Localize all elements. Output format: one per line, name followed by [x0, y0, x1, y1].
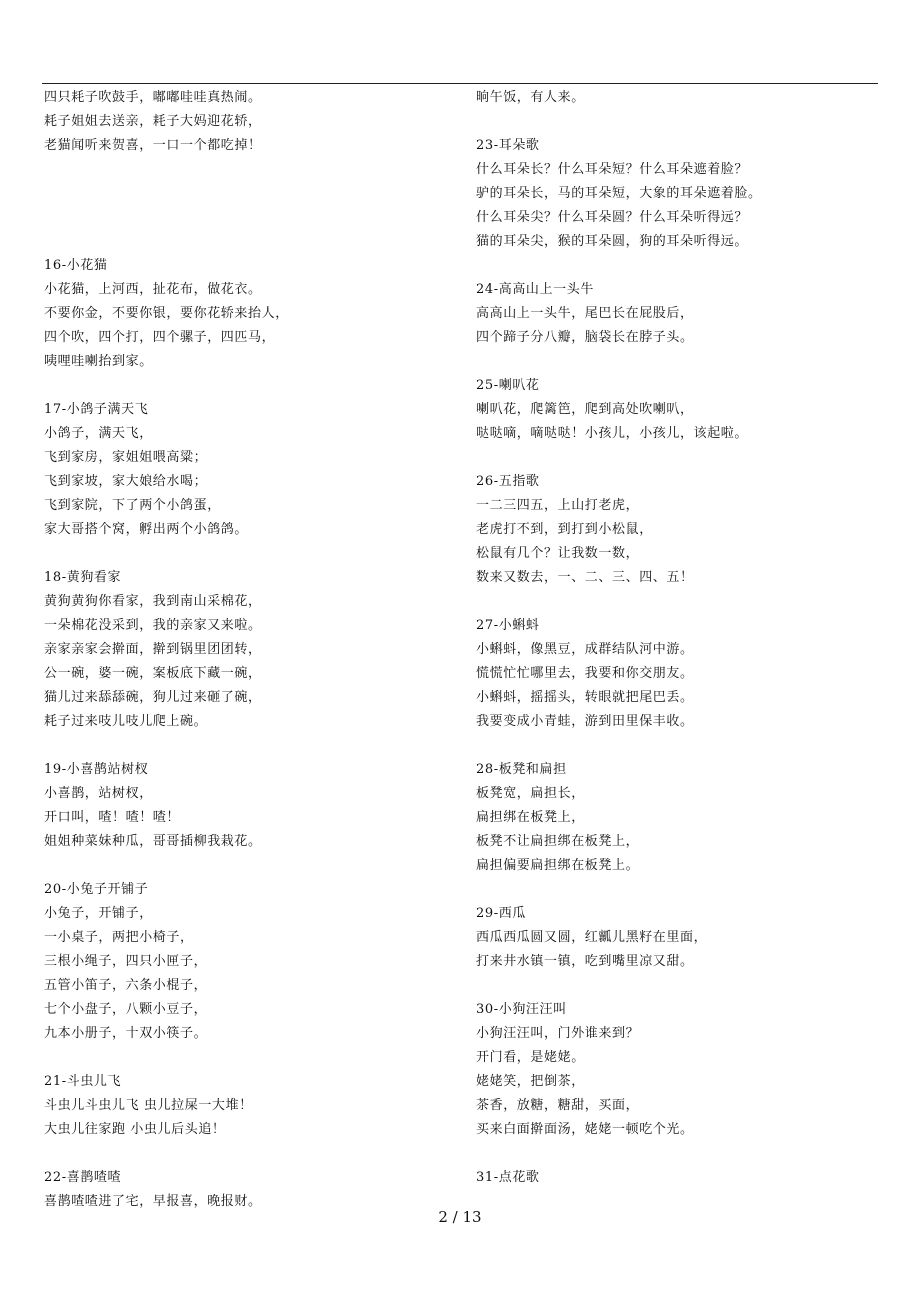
poem-title: 24-高高山上一头牛	[476, 282, 594, 297]
text-line: 姥姥笑，把倒茶，	[476, 1074, 585, 1089]
text-line: 买来白面擀面汤，姥姥一顿吃个光。	[476, 1122, 694, 1137]
text-line: 哒哒嘀，嘀哒哒！小孩儿，小孩儿，该起啦。	[476, 426, 749, 441]
left-column	[44, 86, 464, 1214]
text-line: 板凳宽，扁担长，	[476, 786, 585, 801]
poem-title: 28-板凳和扁担	[476, 762, 567, 777]
text-line: 小花猫，上河西，扯花布，做花衣。	[44, 282, 262, 297]
poem-title: 21-斗虫儿飞	[44, 1074, 122, 1089]
text-line: 七个小盘子，八颗小豆子，	[44, 1002, 208, 1017]
poem-title: 19-小喜鹊站树杈	[44, 762, 149, 777]
text-line: 扁担绑在板凳上，	[476, 810, 585, 825]
text-line: 公一碗，婆一碗，案板底下藏一碗，	[44, 666, 262, 681]
poem-title: 25-喇叭花	[476, 378, 540, 393]
text-line: 一朵棉花没采到，我的亲家又来啦。	[44, 618, 262, 633]
poem-title: 27-小蝌蚪	[476, 618, 540, 633]
page-indicator: 2 / 13	[438, 1208, 482, 1226]
text-line: 小鸽子，满天飞，	[44, 426, 153, 441]
text-line: 四只耗子吹鼓手，嘟嘟哇哇真热闹。	[44, 90, 262, 105]
text-line: 小兔子，开铺子，	[44, 906, 153, 921]
text-line: 高高山上一头牛，尾巴长在屁股后，	[476, 306, 694, 321]
text-line: 喜鹊喳喳进了宅，早报喜，晚报财。	[44, 1194, 262, 1209]
text-line: 小喜鹊，站树杈，	[44, 786, 153, 801]
text-line: 西瓜西瓜圆又圆，红瓤儿黑籽在里面，	[476, 930, 708, 945]
text-line: 开门看，是姥姥。	[476, 1050, 585, 1065]
text-line: 驴的耳朵长，马的耳朵短，大象的耳朵遮着脸。	[476, 186, 762, 201]
text-line: 我要变成小青蛙，游到田里保丰收。	[476, 714, 694, 729]
header-rule	[42, 83, 878, 84]
text-line: 打来井水镇一镇，吃到嘴里凉又甜。	[476, 954, 694, 969]
poem-title: 22-喜鹊喳喳	[44, 1170, 122, 1185]
text-line: 九本小册子，十双小筷子。	[44, 1026, 208, 1041]
poem-title: 18-黄狗看家	[44, 570, 122, 585]
text-line: 晌午饭，有人来。	[476, 90, 585, 105]
text-line: 什么耳朵长？什么耳朵短？什么耳朵遮着脸？	[476, 162, 749, 177]
text-line: 板凳不让扁担绑在板凳上，	[476, 834, 640, 849]
poem-title: 29-西瓜	[476, 906, 526, 921]
text-line: 扁担偏要扁担绑在板凳上。	[476, 858, 640, 873]
poem-title: 26-五指歌	[476, 474, 540, 489]
text-line: 猫儿过来舔舔碗，狗儿过来砸了碗，	[44, 690, 262, 705]
text-line: 喇叭花，爬篱笆，爬到高处吹喇叭，	[476, 402, 694, 417]
text-line: 一小桌子，两把小椅子，	[44, 930, 194, 945]
text-line: 数来又数去，一、二、三、四、五！	[476, 570, 694, 585]
text-line: 猫的耳朵尖，猴的耳朵圆，狗的耳朵听得远。	[476, 234, 749, 249]
text-line: 开口叫，喳！喳！喳！	[44, 810, 181, 825]
text-line: 姐姐种菜妹种瓜，哥哥插柳我栽花。	[44, 834, 262, 849]
text-line: 飞到家房，家姐姐喂高粱；	[44, 450, 208, 465]
text-line: 四个吹，四个打，四个骡子，四匹马，	[44, 330, 276, 345]
text-line: 什么耳朵尖？什么耳朵圆？什么耳朵听得远？	[476, 210, 749, 225]
text-line: 茶香，放糖，糖甜，买面，	[476, 1098, 640, 1113]
text-line: 咦哩哇喇抬到家。	[44, 354, 153, 369]
poem-title: 30-小狗汪汪叫	[476, 1002, 567, 1017]
text-line: 耗子过来吱儿吱儿爬上碗。	[44, 714, 208, 729]
right-column	[476, 86, 896, 1190]
text-line: 老虎打不到，到打到小松鼠，	[476, 522, 653, 537]
text-line: 五管小笛子，六条小棍子，	[44, 978, 208, 993]
text-line: 耗子姐姐去送亲，耗子大妈迎花轿，	[44, 114, 262, 129]
text-line: 黄狗黄狗你看家，我到南山采棉花，	[44, 594, 262, 609]
poem-title: 17-小鸽子满天飞	[44, 402, 149, 417]
poem-title: 31-点花歌	[476, 1170, 540, 1185]
poem-title: 23-耳朵歌	[476, 138, 540, 153]
text-line: 斗虫儿斗虫儿飞 虫儿拉屎一大堆！	[44, 1098, 253, 1113]
poem-title: 20-小兔子开铺子	[44, 882, 149, 897]
text-line: 小狗汪汪叫，门外谁来到？	[476, 1026, 640, 1041]
text-line: 一二三四五，上山打老虎，	[476, 498, 640, 513]
text-line: 大虫儿往家跑 小虫儿后头追！	[44, 1122, 226, 1137]
poem-title: 16-小花猫	[44, 258, 108, 273]
text-line: 松鼠有几个？让我数一数，	[476, 546, 640, 561]
text-line: 不要你金，不要你银，要你花轿来抬人，	[44, 306, 289, 321]
text-line: 亲家亲家会擀面，擀到锅里团团转，	[44, 642, 262, 657]
text-line: 家大哥搭个窝，孵出两个小鸽鸽。	[44, 522, 249, 537]
text-line: 小蝌蚪，摇摇头，转眼就把尾巴丢。	[476, 690, 694, 705]
text-line: 老猫闻听来贺喜，一口一个都吃掉！	[44, 138, 262, 153]
text-line: 飞到家院，下了两个小鸽蛋，	[44, 498, 221, 513]
text-line: 三根小绳子，四只小匣子，	[44, 954, 208, 969]
text-line: 小蝌蚪，像黑豆，成群结队河中游。	[476, 642, 694, 657]
text-line: 四个蹄子分八瓣，脑袋长在脖子头。	[476, 330, 694, 345]
text-line: 飞到家坡，家大娘给水喝；	[44, 474, 208, 489]
text-line: 慌慌忙忙哪里去，我要和你交朋友。	[476, 666, 694, 681]
